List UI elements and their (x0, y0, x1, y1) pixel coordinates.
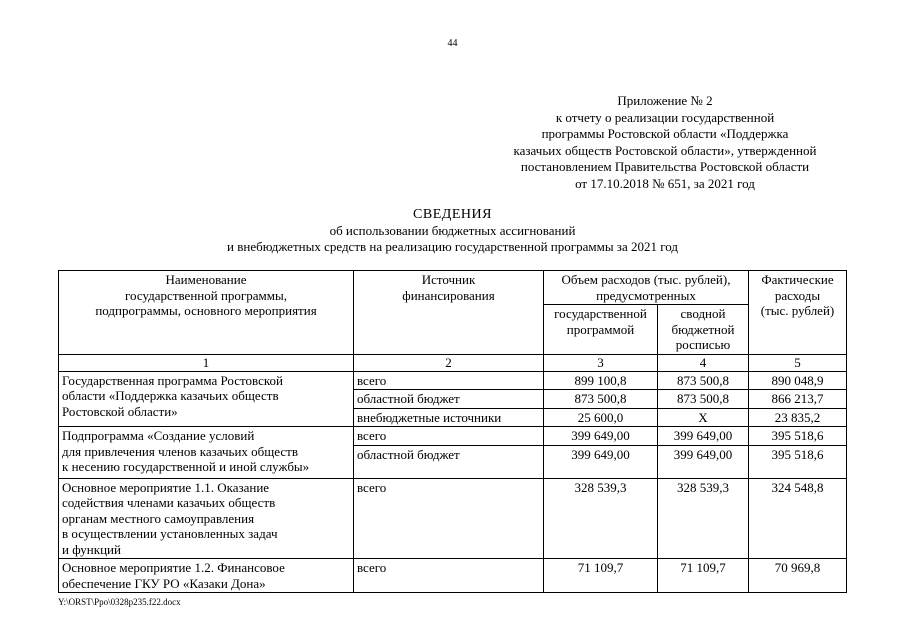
column-number: 2 (354, 354, 544, 371)
column-number: 5 (749, 354, 847, 371)
appendix-line: казачьих обществ Ростовской области», утвержденной (513, 142, 817, 158)
row-program-value: 399 649,00 (544, 427, 658, 446)
appendix-line: постановлением Правительства Ростовской области (520, 159, 810, 174)
row-budget-value: 328 539,3 (658, 478, 749, 559)
row-source: всего (354, 427, 544, 446)
row-actual-value: 23 835,2 (749, 408, 847, 427)
row-name: Основное мероприятие 1.2. Финансовое обеспечение ГКУ РО «Казаки Дона» (59, 559, 354, 593)
page-number: 44 (447, 38, 458, 49)
table-row (59, 559, 847, 593)
appendix-line: к отчету о реализации государственной (555, 109, 775, 125)
row-actual-value: 395 518,6 (749, 427, 847, 446)
header-by-budget: сводной бюджетной росписью (658, 305, 749, 355)
report-table (58, 270, 847, 593)
table-row (59, 478, 847, 559)
row-program-value: 71 109,7 (544, 559, 658, 593)
row-source: всего (354, 559, 544, 593)
row-name: Основное мероприятие 1.1. Оказание содействия членами казачьих обществ органам местного самоуправления в осуществлении установленных задач и функций (59, 478, 354, 559)
row-program-value: 328 539,3 (544, 478, 658, 559)
row-program-value: 899 100,8 (544, 371, 658, 390)
column-number-row (59, 354, 847, 371)
row-source: внебюджетные источники (354, 408, 544, 427)
row-actual-value: 395 518,6 (749, 445, 847, 478)
column-number: 3 (544, 354, 658, 371)
row-program-value: 399 649,00 (544, 445, 658, 478)
row-actual-value: 866 213,7 (749, 390, 847, 409)
row-source: областной бюджет (354, 445, 544, 478)
row-budget-value: Х (658, 408, 749, 427)
appendix-line: программы Ростовской области «Поддержка (541, 126, 789, 141)
title-main: СВЕДЕНИЯ (413, 207, 492, 222)
appendix-line: от 17.10.2018 № 651, за 2021 год (575, 175, 755, 191)
row-budget-value: 71 109,7 (658, 559, 749, 593)
file-path-footer: Y:\ORST\Ppo\0328p235.f22.docx (58, 597, 181, 607)
row-source: областной бюджет (354, 390, 544, 409)
header-actual: Фактические расходы (тыс. рублей) (749, 271, 847, 355)
row-budget-value: 873 500,8 (658, 390, 749, 409)
row-name: Государственная программа Ростовской области «Поддержка казачьих обществ Ростовской области» (59, 371, 354, 427)
row-source: всего (354, 371, 544, 390)
row-budget-value: 399 649,00 (658, 427, 749, 446)
table-row (59, 371, 847, 390)
column-number: 1 (59, 354, 354, 371)
row-name: Подпрограмма «Создание условий для привлечения членов казачьих обществ к несению государственной и иной службы» (59, 427, 354, 479)
title-subtitle: и внебюджетных средств на реализацию государственной программы за 2021 год (227, 239, 678, 254)
row-actual-value: 324 548,8 (749, 478, 847, 559)
row-budget-value: 399 649,00 (658, 445, 749, 478)
row-program-value: 25 600,0 (544, 408, 658, 427)
column-number: 4 (658, 354, 749, 371)
row-budget-value: 873 500,8 (658, 371, 749, 390)
appendix-line: Приложение № 2 (617, 93, 713, 108)
row-actual-value: 70 969,8 (749, 559, 847, 593)
table-header-row (59, 271, 847, 305)
header-name: Наименование государственной программы, подпрограммы, основного мероприятия (59, 271, 354, 355)
appendix-heading (470, 93, 860, 192)
row-actual-value: 890 048,9 (749, 371, 847, 390)
row-program-value: 873 500,8 (544, 390, 658, 409)
header-source: Источник финансирования (354, 271, 544, 355)
document-title (0, 207, 905, 255)
header-by-program: государственной программой (544, 305, 658, 355)
header-planned: Объем расходов (тыс. рублей), предусмотренных (544, 271, 749, 305)
title-subtitle: об использовании бюджетных ассигнований (329, 223, 576, 238)
table-row (59, 427, 847, 446)
row-source: всего (354, 478, 544, 559)
